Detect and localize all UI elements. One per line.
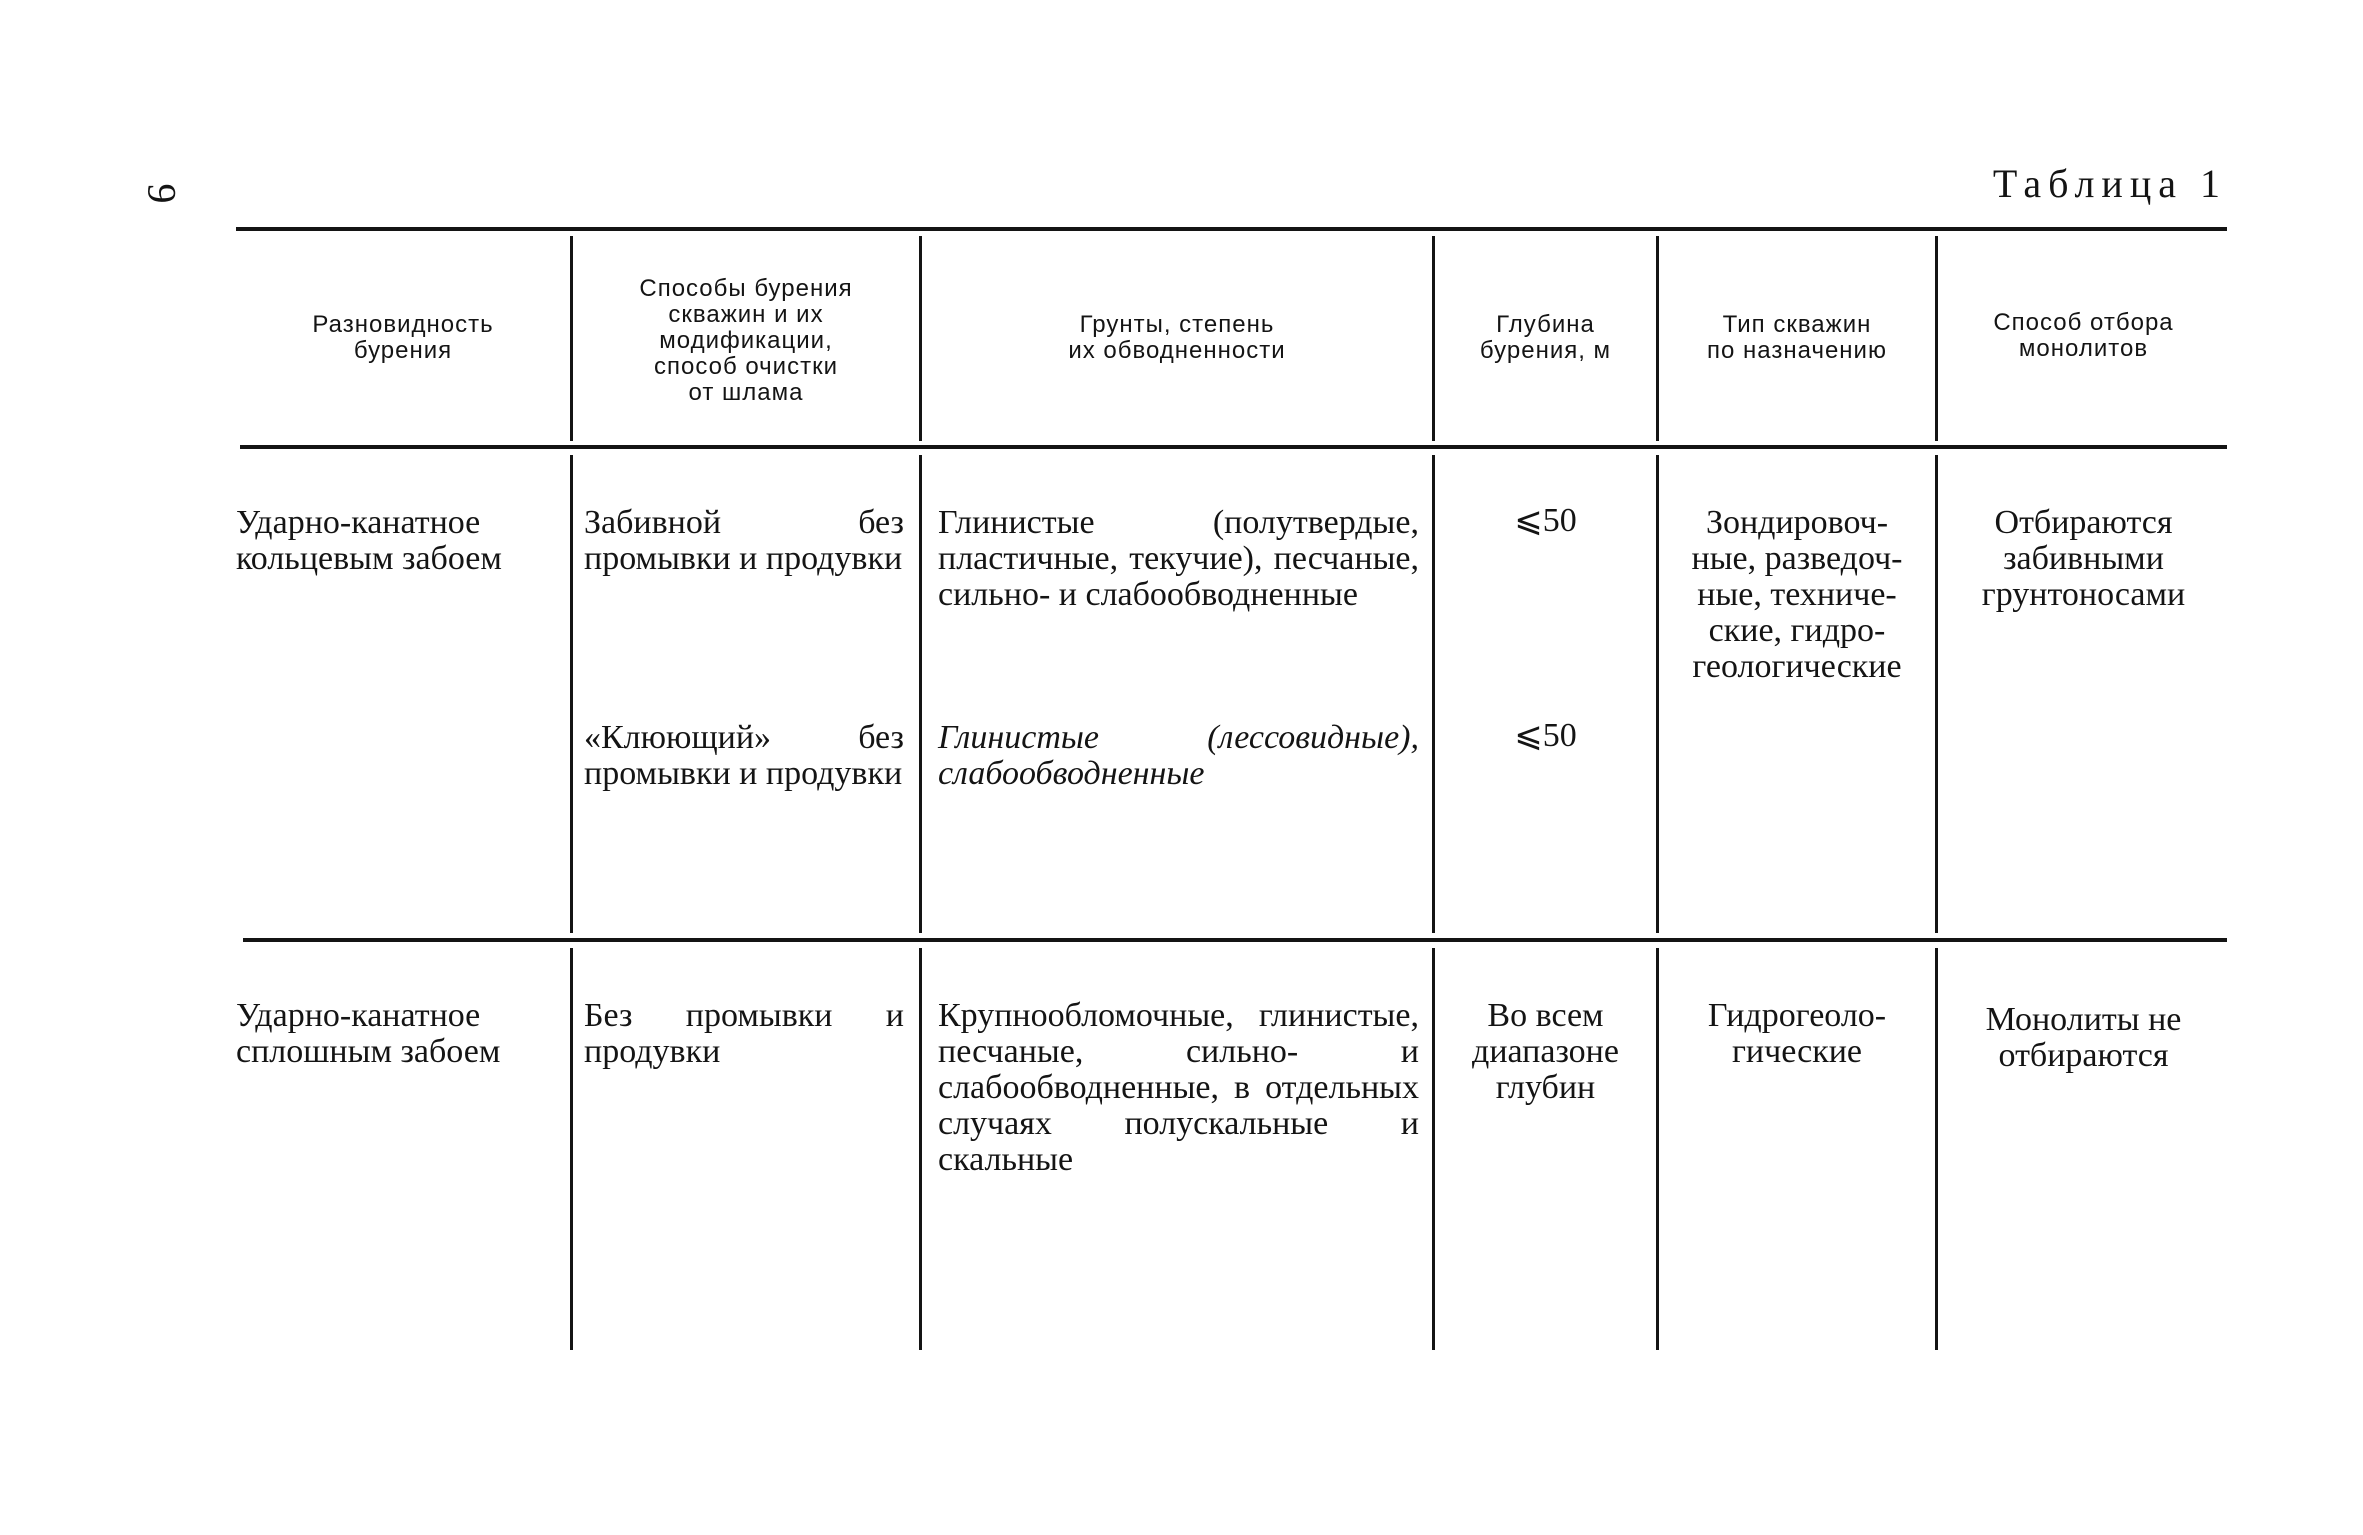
row1-sampling: Отбираются забивными грунтоносами (1981, 504, 2186, 613)
column-divider (1432, 236, 1435, 441)
column-divider (1432, 455, 1435, 933)
row1-soil-1: Глинистые (полутвердые, пластичные, текучие), песчаные, сильно- и слабообводненные (938, 504, 1419, 613)
column-divider (919, 948, 922, 1350)
header-soils: Грунты, степень их обводненности (1068, 311, 1286, 364)
column-divider (1656, 455, 1659, 933)
column-divider (919, 455, 922, 933)
column-divider (919, 236, 922, 441)
row1-depth-2: ⩽50 (1514, 717, 1577, 754)
row1-well-type: Зондировоч- ные, разведоч- ные, техниче- ские, гидро- геологические (1691, 504, 1903, 685)
row2-sampling: Монолиты не отбираются (1985, 1001, 2182, 1074)
column-divider (1432, 948, 1435, 1350)
column-divider (570, 455, 573, 933)
header-bottom-rule (240, 445, 2227, 449)
header-drilling-variety: Разновидность бурения (312, 311, 494, 364)
table-top-rule (236, 227, 2227, 231)
row1-method-1: Забивной без промывки и продувки (584, 504, 904, 577)
row2-method: Без промывки и продувки (584, 997, 904, 1070)
header-drilling-methods: Способы бурения скважин и их модификации, способ очистки от шлама (639, 275, 853, 406)
column-divider (1935, 455, 1938, 933)
column-divider (1935, 948, 1938, 1350)
column-divider (1656, 948, 1659, 1350)
header-drilling-depth: Глубина бурения, м (1479, 311, 1612, 364)
row1-soil-2: Глинистые (лессовидные), слабообводненные (938, 719, 1419, 792)
row2-soil: Крупнообломочные, глинистые, песчаные, сильно- и слабообводненные, в отдельных случаях полускальные и скальные (938, 997, 1419, 1178)
row2-well-type: Гидрогеоло- гические (1707, 997, 1887, 1070)
table-caption: Таблица 1 (1992, 161, 2227, 206)
column-divider (1935, 236, 1938, 441)
header-well-type: Тип скважин по назначению (1707, 311, 1887, 364)
column-divider (570, 948, 573, 1350)
row2-depth: Во всем диапазоне глубин (1472, 997, 1619, 1106)
row1-method-2: «Клюющий» без промывки и продувки (584, 719, 904, 792)
row2-drilling-variety: Ударно-канатное сплошным забоем (236, 997, 501, 1070)
row1-drilling-variety: Ударно-канатное кольцевым забоем (236, 504, 502, 577)
row1-depth-1: ⩽50 (1514, 502, 1577, 539)
row-separator-rule (243, 938, 2227, 942)
column-divider (570, 236, 573, 441)
page-number: 9 (139, 183, 185, 204)
column-divider (1656, 236, 1659, 441)
header-sampling-method: Способ отбора монолитов (1993, 309, 2174, 362)
